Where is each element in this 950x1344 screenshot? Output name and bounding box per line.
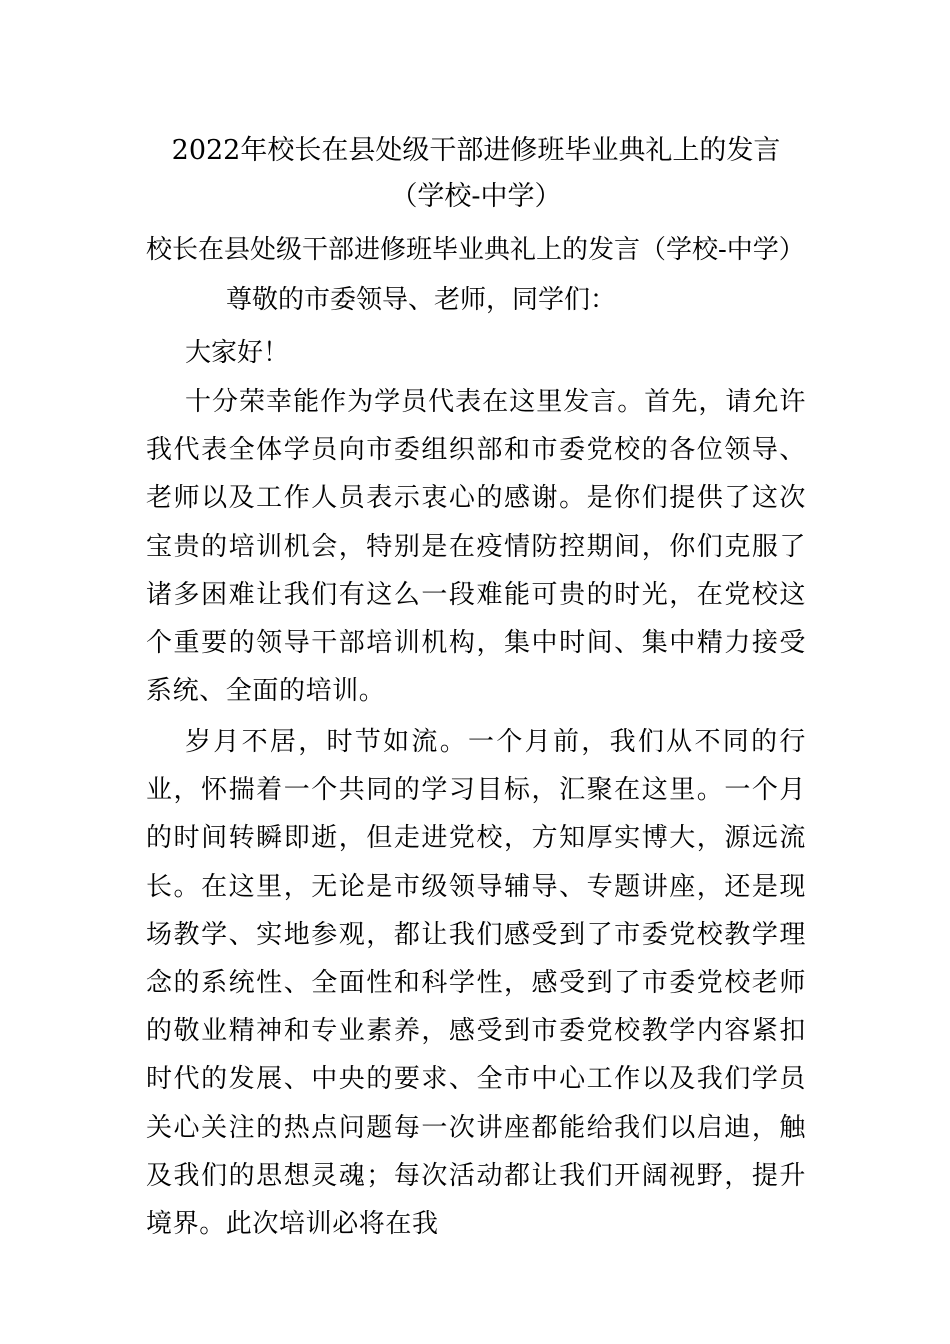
greeting: 大家好！ — [185, 338, 290, 368]
document-subtitle: 校长在县处级干部进修班毕业典礼上的发言（学校-中学） — [146, 235, 805, 265]
salutation: 尊敬的市委领导、老师，同学们： — [226, 285, 617, 315]
paragraph-2: 岁月不居，时节如流。一个月前，我们从不同的行业，怀揣着一个共同的学习目标，汇聚在这里。一个月的时间转瞬即逝，但走进党校，方知厚实博大，源远流长。在这里，无论是市级领导辅导、专题讲座，还是现场教学、实地参观，都让我们感受到了市委党校教学理念的系统性、全面性和科学性，感受到了市委党校老师的敬业精神和专业素养，感受到市委党校教学内容紧扣时代的发展、中央的要求、全市中心工作以及我们学员关心关注的热点问题每一次讲座都能给我们以启迪，触及我们的思想灵魂；每次活动都让我们开阔视野，提升境界。此次培训必将在我 — [146, 727, 806, 1240]
paragraph-1: 十分荣幸能作为学员代表在这里发言。首先，请允许我代表全体学员向市委组织部和市委党校的各位领导、老师以及工作人员表示衷心的感谢。是你们提供了这次宝贵的培训机会，特别是在疫情防控期间，你们克服了诸多困难让我们有这么一段难能可贵的时光，在党校这个重要的领导干部培训机构，集中时间、集中精力接受系统、全面的培训。 — [146, 387, 806, 707]
document-title: 2022年校长在县处级干部进修班毕业典礼上的发言（学校-中学） — [171, 135, 781, 212]
